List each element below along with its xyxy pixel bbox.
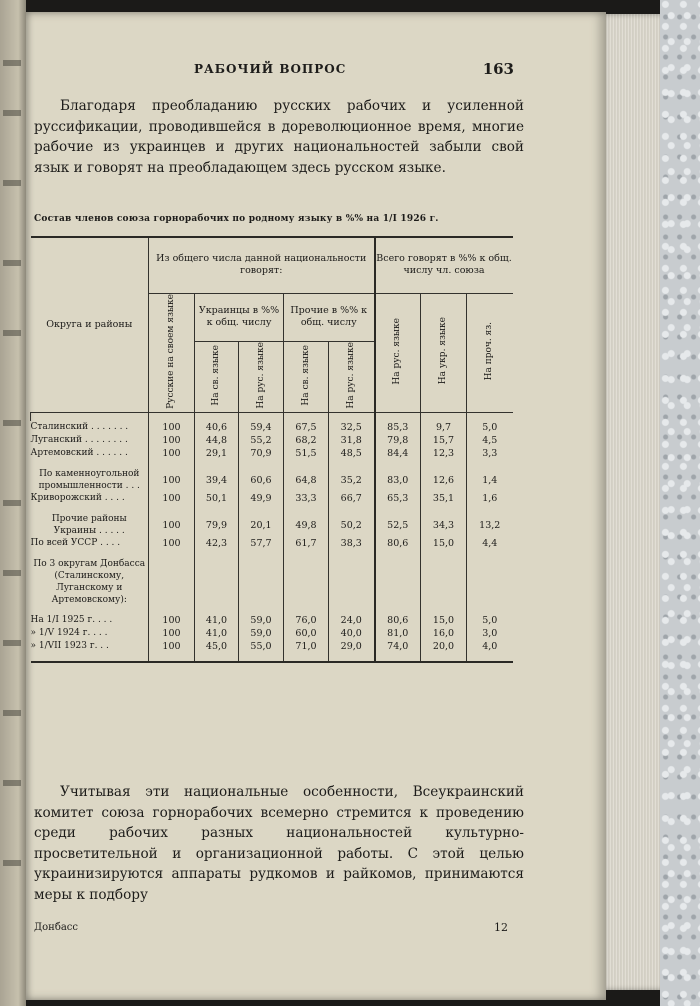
book-cover [660,0,700,1006]
table-cell: 42,3 [195,537,239,550]
table-cell: 40,0 [329,627,375,640]
table-cell: 100 [149,537,195,550]
table-cell: 35,1 [421,492,467,505]
table-cell: 79,8 [375,434,421,447]
table-cell: 1,6 [467,492,513,505]
table-row [31,627,513,640]
row-region: Артемовский . . . . . . [30,448,128,459]
table-cell: 4,4 [467,537,513,550]
table-row [31,447,513,460]
row-region: Прочие районы Украины . . . . . [51,514,127,537]
table-cell: 80,6 [375,614,421,627]
table-cell: 50,2 [329,513,375,537]
header-ukr-own: На св. языке [195,341,239,413]
table-cell [467,558,513,606]
table-cell: 100 [149,447,195,460]
table-row [31,434,513,447]
sheet-number: 12 [494,921,508,934]
running-title: РАБОЧИЙ ВОПРОС [194,62,347,76]
table-cell: 84,4 [375,447,421,460]
table-cell: 80,6 [375,537,421,550]
table-cell: 74,0 [375,640,421,653]
header-region: Округа и районы [31,237,149,413]
table-cell [284,558,329,606]
table-cell: 15,0 [421,537,467,550]
table-cell: 9,7 [421,421,467,434]
table-cell: 13,2 [467,513,513,537]
table-cell: 20,0 [421,640,467,653]
table-cell: 66,7 [329,492,375,505]
table-cell: 33,3 [284,492,329,505]
table-cell: 40,6 [195,421,239,434]
table-cell: 52,5 [375,513,421,537]
table-cell: 70,9 [239,447,284,460]
table-cell: 34,3 [421,513,467,537]
header-others: Прочие в %% к общ. числу [284,293,375,341]
table-cell: 45,0 [195,640,239,653]
table-cell: 5,0 [467,614,513,627]
table-cell: 100 [149,640,195,653]
table-cell: 60,6 [239,468,284,492]
table-cell: 49,8 [284,513,329,537]
table-row [31,421,513,434]
row-region: Луганский . . . . . . . . [30,435,128,446]
table-cell: 16,0 [421,627,467,640]
table-caption: Состав членов союза горнорабочих по родному языку в %% на 1/I 1926 г. [34,214,439,224]
header-group-nationality: Из общего числа данной национальности говорят: [149,237,375,293]
intro-paragraph: Благодаря преобладанию русских рабочих и усиленной руссификации, проводившейся в дореволюционное время, многие рабочие из украинцев и других национальностей забыли свой язык и говорят на преобладающем здесь русском языке. [34,98,524,176]
table-cell: 71,0 [284,640,329,653]
row-region: Сталинский . . . . . . . [30,422,129,433]
table-cell: 59,0 [239,627,284,640]
table-cell [195,558,239,606]
table-cell: 55,2 [239,434,284,447]
table-cell: 68,2 [284,434,329,447]
table-cell: 31,8 [329,434,375,447]
header-russians-own: Русские на своем языке [149,293,195,413]
table-cell [239,558,284,606]
table-cell: 81,0 [375,627,421,640]
table-cell: 44,8 [195,434,239,447]
signature-mark: Донбасс [34,922,78,933]
table-cell: 57,7 [239,537,284,550]
table-cell [329,558,375,606]
header-total-other: На проч. яз. [467,293,513,413]
row-region: По всей УССР . . . . [30,538,121,549]
page-block-edge [600,14,660,990]
table-cell: 83,0 [375,468,421,492]
table-cell [149,558,195,606]
table-cell: 5,0 [467,421,513,434]
table-cell: 12,3 [421,447,467,460]
table-cell: 29,1 [195,447,239,460]
table-cell: 32,5 [329,421,375,434]
table-row [31,492,513,505]
table-cell: 100 [149,434,195,447]
table-cell: 39,4 [195,468,239,492]
row-region: На 1/I 1925 г. . . . [30,615,113,626]
header-oth-rus: На рус. языке [329,341,375,413]
header-ukr-rus: На рус. языке [239,341,284,413]
table-cell: 100 [149,627,195,640]
table-cell: 15,0 [421,614,467,627]
table-cell: 24,0 [329,614,375,627]
table-cell: 38,3 [329,537,375,550]
table-cell: 41,0 [195,627,239,640]
book-page [26,12,606,1000]
table-cell: 50,1 [195,492,239,505]
table-cell [421,558,467,606]
header-ukrainians: Украинцы в %% к общ. числу [195,293,284,341]
table-cell: 100 [149,492,195,505]
table-cell: 55,0 [239,640,284,653]
header-oth-own: На св. языке [284,341,329,413]
row-region: По каменноугольной промышленности . . . [38,469,140,492]
table-row [31,614,513,627]
table-cell: 51,5 [284,447,329,460]
table-cell: 15,7 [421,434,467,447]
table-cell: 61,7 [284,537,329,550]
header-total-ukrainian: На укр. языке [421,293,467,413]
table-cell: 64,8 [284,468,329,492]
table-cell: 41,0 [195,614,239,627]
header-total-russian: На рус. языке [375,293,421,413]
table-cell: 3,3 [467,447,513,460]
running-head [26,62,606,84]
table-cell: 60,0 [284,627,329,640]
table-cell: 100 [149,614,195,627]
table-cell: 48,5 [329,447,375,460]
table-cell: 4,0 [467,640,513,653]
table-cell: 67,5 [284,421,329,434]
table-cell: 85,3 [375,421,421,434]
table-row [31,468,513,492]
table-row [31,558,513,606]
table-cell: 3,0 [467,627,513,640]
table-cell: 59,4 [239,421,284,434]
closing-paragraph: Учитывая эти национальные особенности, Всеукраинский комитет союза горнорабочих всемерно стремится к проведению среди рабочих разных национальностей культурно-просветительной и организационной работы. С этой целью украинизируются аппараты рудкомов и райкомов, принимаются меры к подбору [34,784,524,903]
language-table [30,236,513,663]
header-group-total: Всего говорят в %% к общ. числу чл. союза [375,237,513,293]
page-number: 163 [482,60,514,78]
table-body [31,413,513,663]
table-cell: 100 [149,468,195,492]
table-cell: 76,0 [284,614,329,627]
row-region: » 1/V 1924 г. . . . [30,628,108,639]
table-cell: 79,9 [195,513,239,537]
table-cell: 100 [149,513,195,537]
table-cell: 65,3 [375,492,421,505]
table-cell [375,558,421,606]
table-row [31,513,513,537]
table-cell: 49,9 [239,492,284,505]
table-cell: 59,0 [239,614,284,627]
table-cell: 4,5 [467,434,513,447]
table-cell: 29,0 [329,640,375,653]
table-cell: 20,1 [239,513,284,537]
adjacent-page-edge [0,0,26,1006]
table-cell: 100 [149,421,195,434]
row-region: » 1/VII 1923 г. . . [30,641,109,652]
table-cell: 12,6 [421,468,467,492]
row-region: Криворожский . . . . [30,493,125,504]
row-region: По 3 округам Донбасса (Сталинскому, Луганскому и Артемовскому): [33,559,146,606]
table-row [31,640,513,653]
table-cell: 1,4 [467,468,513,492]
table-cell: 35,2 [329,468,375,492]
table-row [31,537,513,550]
